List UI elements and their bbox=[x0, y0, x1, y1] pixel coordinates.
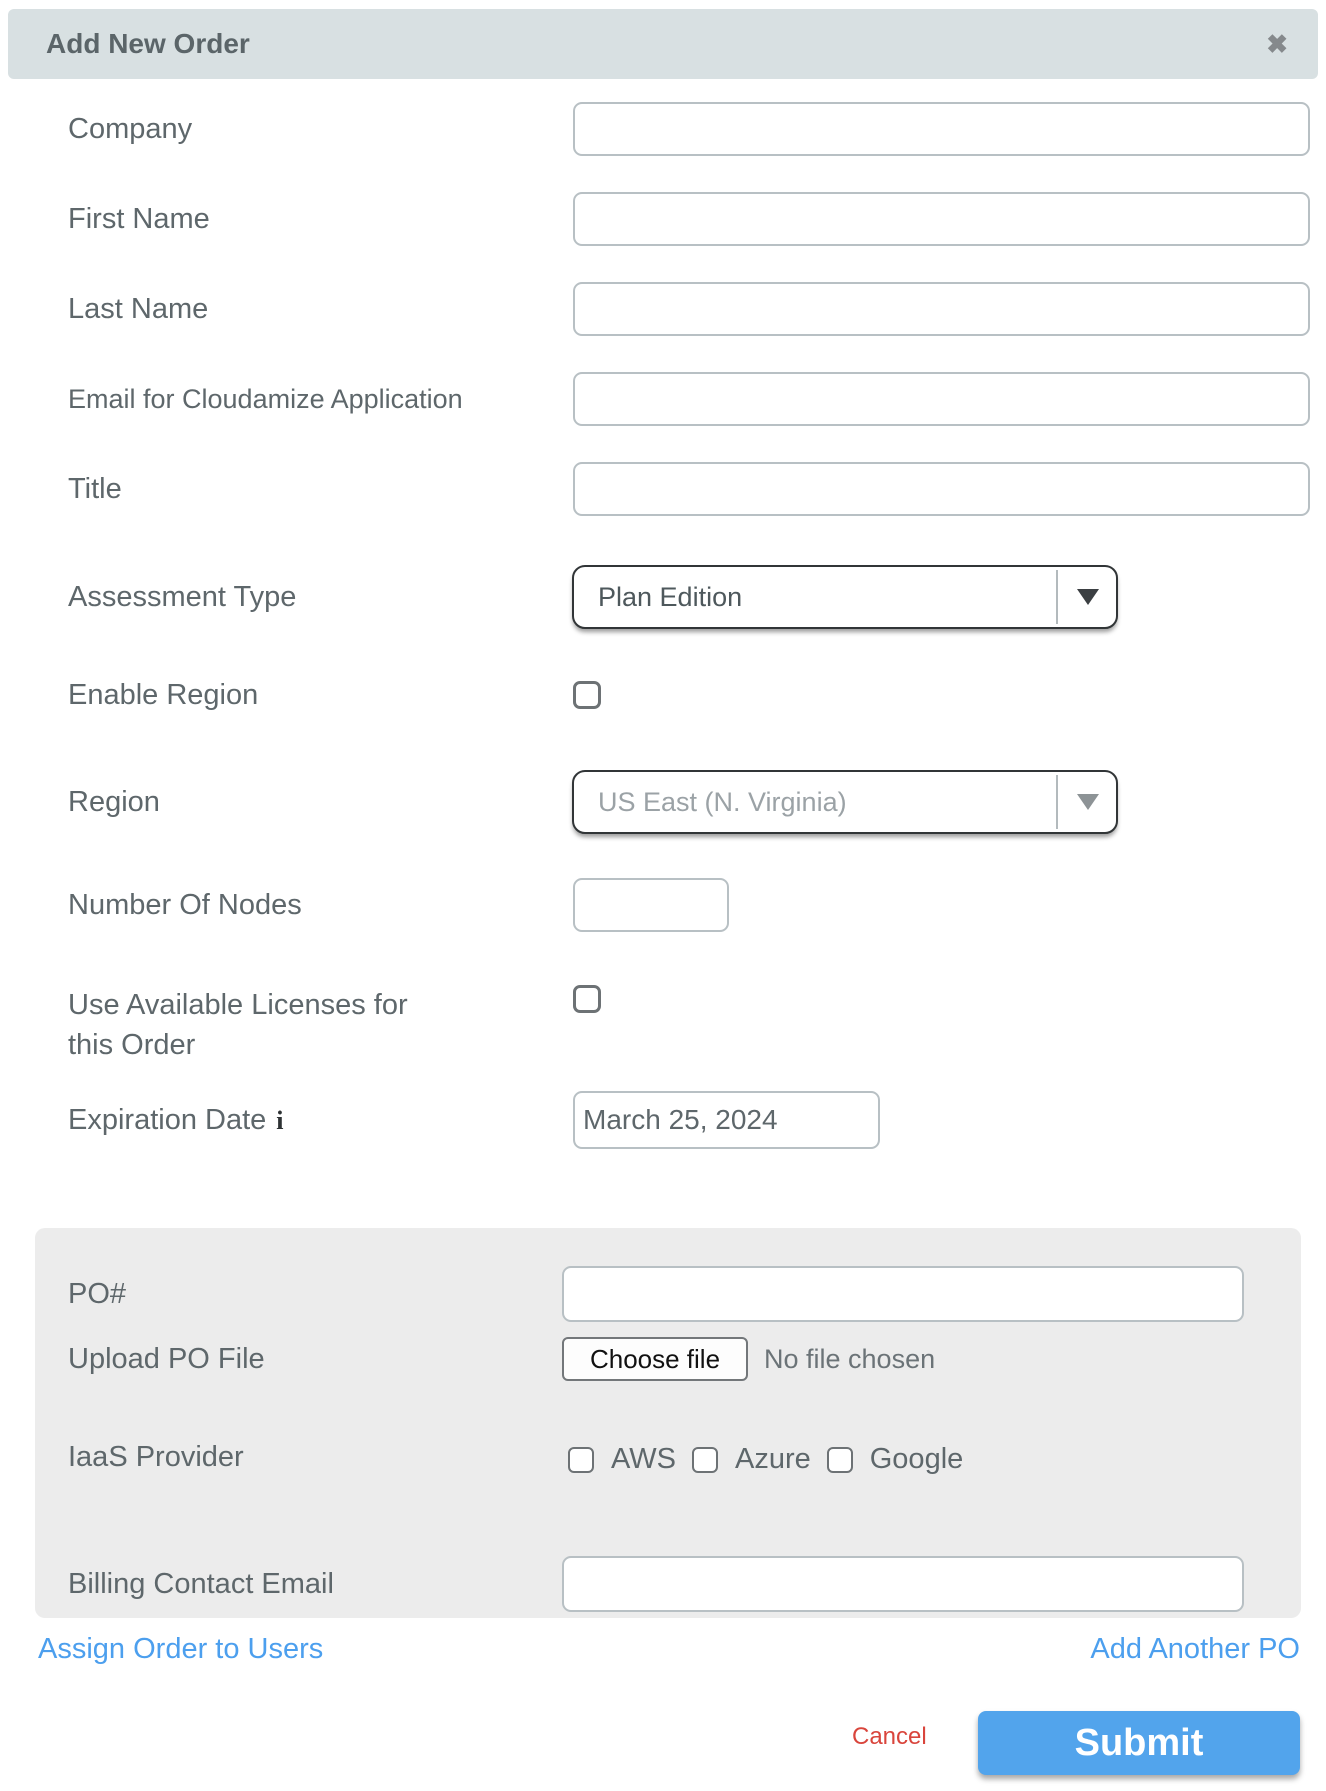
chevron-down-icon bbox=[1077, 794, 1099, 810]
use-available-licenses-checkbox[interactable] bbox=[573, 985, 601, 1013]
dropdown-divider bbox=[1056, 775, 1058, 829]
provider-option bbox=[568, 1443, 682, 1476]
assessment-type-label: Assessment Type bbox=[68, 581, 297, 613]
submit-button[interactable]: Submit bbox=[978, 1711, 1300, 1775]
enable-region-label: Enable Region bbox=[68, 679, 259, 711]
azure-label: Azure bbox=[734, 1443, 811, 1475]
chevron-down-icon bbox=[1077, 589, 1099, 605]
aws-label: AWS bbox=[611, 1443, 676, 1475]
assign-order-to-users-link[interactable]: Assign Order to Users bbox=[38, 1633, 324, 1665]
expiration-date-label-text: Expiration Date bbox=[68, 1104, 267, 1136]
iaas-provider-label: IaaS Provider bbox=[68, 1441, 244, 1473]
email-input[interactable] bbox=[573, 372, 1310, 426]
choose-file-button[interactable]: Choose file bbox=[562, 1337, 748, 1381]
dialog-header bbox=[8, 9, 1318, 79]
aws-checkbox[interactable] bbox=[568, 1447, 594, 1473]
assessment-type-dropdown[interactable] bbox=[572, 565, 1118, 629]
number-of-nodes-label: Number Of Nodes bbox=[68, 889, 302, 921]
email-label: Email for Cloudamize Application bbox=[68, 384, 463, 414]
title-label: Title bbox=[68, 473, 122, 505]
dropdown-divider bbox=[1056, 570, 1058, 624]
upload-po-file-label: Upload PO File bbox=[68, 1343, 265, 1375]
info-icon[interactable]: i bbox=[276, 1106, 284, 1135]
azure-checkbox[interactable] bbox=[692, 1447, 718, 1473]
add-another-po-link[interactable]: Add Another PO bbox=[1090, 1633, 1300, 1665]
last-name-label: Last Name bbox=[68, 293, 209, 325]
company-label: Company bbox=[68, 113, 193, 145]
close-icon[interactable]: ✖ bbox=[1266, 29, 1288, 59]
title-input[interactable] bbox=[573, 462, 1310, 516]
billing-contact-email-input[interactable] bbox=[562, 1556, 1244, 1612]
use-available-licenses-label: Use Available Licenses for this Order bbox=[68, 989, 408, 1061]
first-name-label: First Name bbox=[68, 203, 210, 235]
enable-region-checkbox[interactable] bbox=[573, 681, 601, 709]
no-file-chosen-text: No file chosen bbox=[764, 1344, 936, 1374]
provider-option bbox=[827, 1443, 970, 1476]
google-label: Google bbox=[869, 1443, 964, 1475]
iaas-provider-options bbox=[568, 1443, 979, 1476]
provider-option bbox=[692, 1443, 817, 1476]
billing-contact-email-label: Billing Contact Email bbox=[68, 1568, 334, 1600]
number-of-nodes-input[interactable] bbox=[573, 878, 729, 932]
po-number-label: PO# bbox=[68, 1278, 127, 1310]
last-name-input[interactable] bbox=[573, 282, 1310, 336]
dialog-title: Add New Order bbox=[46, 28, 250, 59]
assessment-type-value: Plan Edition bbox=[598, 581, 743, 612]
expiration-date-label bbox=[68, 1091, 568, 1149]
region-dropdown[interactable] bbox=[572, 770, 1118, 834]
company-input[interactable] bbox=[573, 102, 1310, 156]
first-name-input[interactable] bbox=[573, 192, 1310, 246]
cancel-button[interactable]: Cancel bbox=[852, 1723, 927, 1750]
po-number-input[interactable] bbox=[562, 1266, 1244, 1322]
region-value: US East (N. Virginia) bbox=[598, 786, 847, 817]
region-label: Region bbox=[68, 786, 160, 818]
expiration-date-input[interactable] bbox=[573, 1091, 880, 1149]
google-checkbox[interactable] bbox=[827, 1447, 853, 1473]
